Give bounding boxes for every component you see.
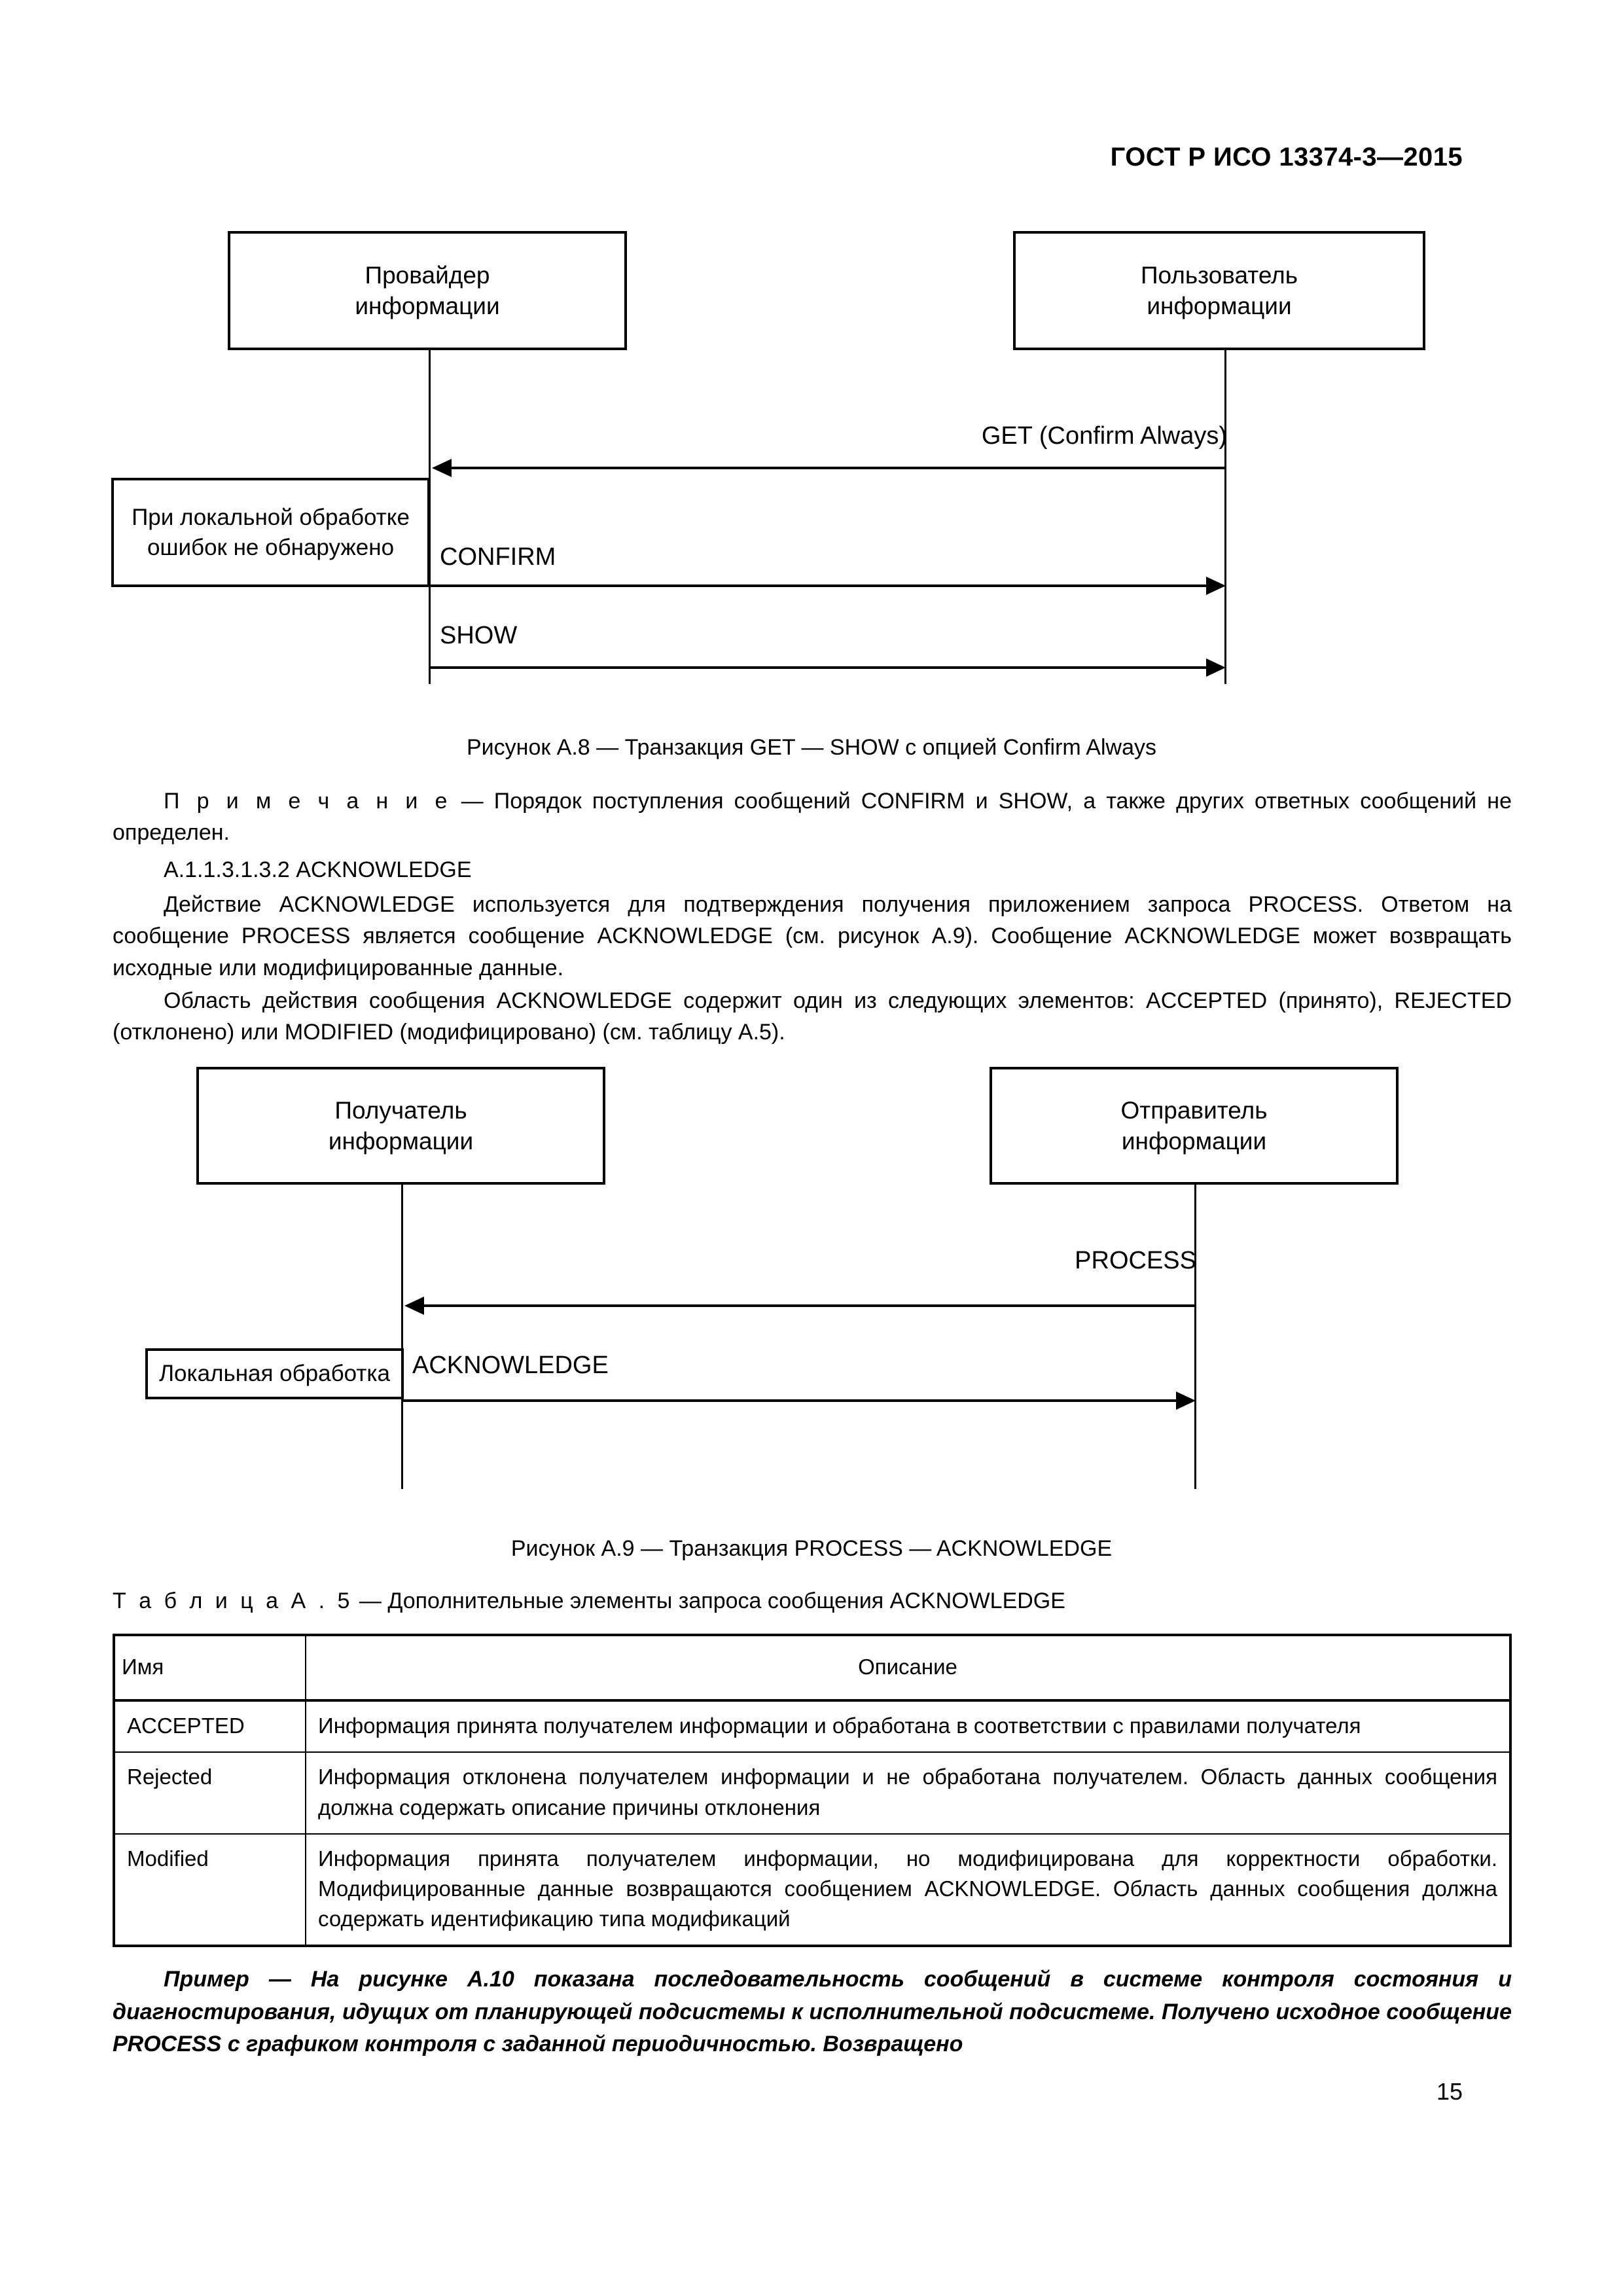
table-a5 — [113, 1634, 1512, 1947]
table-row — [114, 1834, 1510, 1946]
figure-a8-message-line-get — [440, 467, 1226, 469]
section-heading: А.1.1.3.1.3.2 ACKNOWLEDGE — [164, 857, 472, 882]
figure-a8-right-actor-line1: Пользователь — [1140, 261, 1298, 289]
table-cell-name: Modified — [114, 1834, 306, 1946]
table-a5-title-label: Т а б л и ц а А . 5 — [113, 1588, 353, 1613]
figure-a9-left-actor-line2: информации — [328, 1128, 474, 1155]
table-cell-name: ACCEPTED — [114, 1700, 306, 1752]
figure-a9-message-label-acknowledge: ACKNOWLEDGE — [412, 1352, 609, 1379]
table-row — [114, 1700, 1510, 1752]
section-paragraph-1: Действие ACKNOWLEDGE используется для подтверждения получения приложением запроса PROCESS. Ответом на сообщение PROCESS является сообщение ACKNOWLEDGE (см. рисунок А.9). Сообщение ACKNOWLEDGE может возвращать исходные или модифицированные данные. — [113, 892, 1512, 980]
figure-a9-right-lifeline — [1194, 1185, 1196, 1489]
figure-a9-message-label-process: PROCESS — [1075, 1247, 1196, 1274]
figure-a9-left-actor-box — [196, 1067, 605, 1185]
table-column-header-description: Описание — [306, 1635, 1510, 1700]
figure-a9-note-line1: Локальная обработка — [159, 1361, 390, 1387]
figure-a8-right-actor-line2: информации — [1147, 293, 1292, 319]
table-cell-name: Rejected — [114, 1752, 306, 1833]
figure-a8-message-line-confirm — [430, 584, 1209, 587]
figure-a9-right-actor-box — [990, 1067, 1399, 1185]
figure-a9-note-box — [145, 1348, 404, 1399]
figure-a9-left-lifeline — [401, 1185, 403, 1489]
page-number: 15 — [1436, 2078, 1463, 2105]
figure-a8-left-actor-line2: информации — [355, 293, 500, 319]
figure-a8-caption: Рисунок А.8 — Транзакция GET — SHOW с опцией Confirm Always — [467, 735, 1156, 760]
figure-a8-arrowhead-show — [1206, 658, 1226, 677]
example-paragraph: Пример — На рисунке А.10 показана последовательность сообщений в системе контроля состояния и диагностирования, идущих от планирующей подсистемы к исполнительной подсистеме. Получено исходное сообщение PROCESS с графиком контроля с заданной периодичностью. Возвращено — [113, 1967, 1512, 2057]
table-row — [114, 1752, 1510, 1833]
figure-a9-arrowhead-acknowledge — [1176, 1391, 1196, 1410]
figure-a8-arrowhead-get — [432, 459, 452, 477]
figure-a9-caption: Рисунок А.9 — Транзакция PROCESS — ACKNOWLEDGE — [510, 1536, 1113, 1561]
section-paragraph-2: Область действия сообщения ACKNOWLEDGE содержит один из следующих элементов: ACCEPTED (принято), REJECTED (отклонено) или MODIFIED (модифицировано) (см. таблицу А.5). — [113, 988, 1512, 1045]
figure-a9-left-actor-line1: Получатель — [334, 1096, 467, 1124]
document-header-standard-number: ГОСТ Р ИСО 13374-3—2015 — [1110, 143, 1463, 171]
figure-a8-note-line2: ошибок не обнаружено — [147, 534, 395, 560]
figure-a8-message-label-get: GET (Confirm Always) — [981, 422, 1227, 450]
table-a5-title-text: Дополнительные элементы запроса сообщения ACKNOWLEDGE — [387, 1588, 1065, 1613]
note-paragraph-dash: — — [461, 789, 484, 814]
figure-a9-right-actor-line2: информации — [1121, 1128, 1267, 1155]
figure-a8-note-box — [111, 478, 430, 587]
table-cell-description: Информация принята получателем информации и обработана в соответствии с правилами получателя — [306, 1700, 1510, 1752]
table-cell-description: Информация принята получателем информации, но модифицирована для корректности обработки. Модифицированные данные возвращаются сообщением ACKNOWLEDGE. Область данных сообщения должна содержать идентификацию типа модификаций — [306, 1834, 1510, 1946]
figure-a8-note-line1: При локальной обработке — [132, 505, 410, 530]
table-header-row — [114, 1635, 1510, 1700]
figure-a8-message-label-confirm: CONFIRM — [440, 543, 556, 571]
table-a5-title-dash: — — [359, 1588, 382, 1613]
figure-a8-arrowhead-confirm — [1206, 577, 1226, 595]
figure-a9-message-line-acknowledge — [402, 1399, 1179, 1402]
table-column-header-name: Имя — [114, 1635, 306, 1700]
figure-a8-message-line-show — [430, 666, 1209, 669]
note-paragraph-text: Порядок поступления сообщений CONFIRM и SHOW, а также других ответных сообщений не определен. — [113, 789, 1512, 846]
figure-a8-message-label-show: SHOW — [440, 622, 518, 649]
figure-a8-left-actor-line1: Провайдер — [365, 261, 490, 289]
table-a5-title — [113, 1588, 1065, 1614]
figure-a9-right-actor-line1: Отправитель — [1120, 1096, 1268, 1124]
table-cell-description: Информация отклонена получателем информации и не обработана получателем. Область данных сообщения должна содержать описание причины отклонения — [306, 1752, 1510, 1833]
figure-a9-arrowhead-process — [404, 1297, 424, 1315]
figure-a9-message-line-process — [412, 1304, 1196, 1307]
note-paragraph-label: П р и м е ч а н и е — [164, 789, 451, 814]
